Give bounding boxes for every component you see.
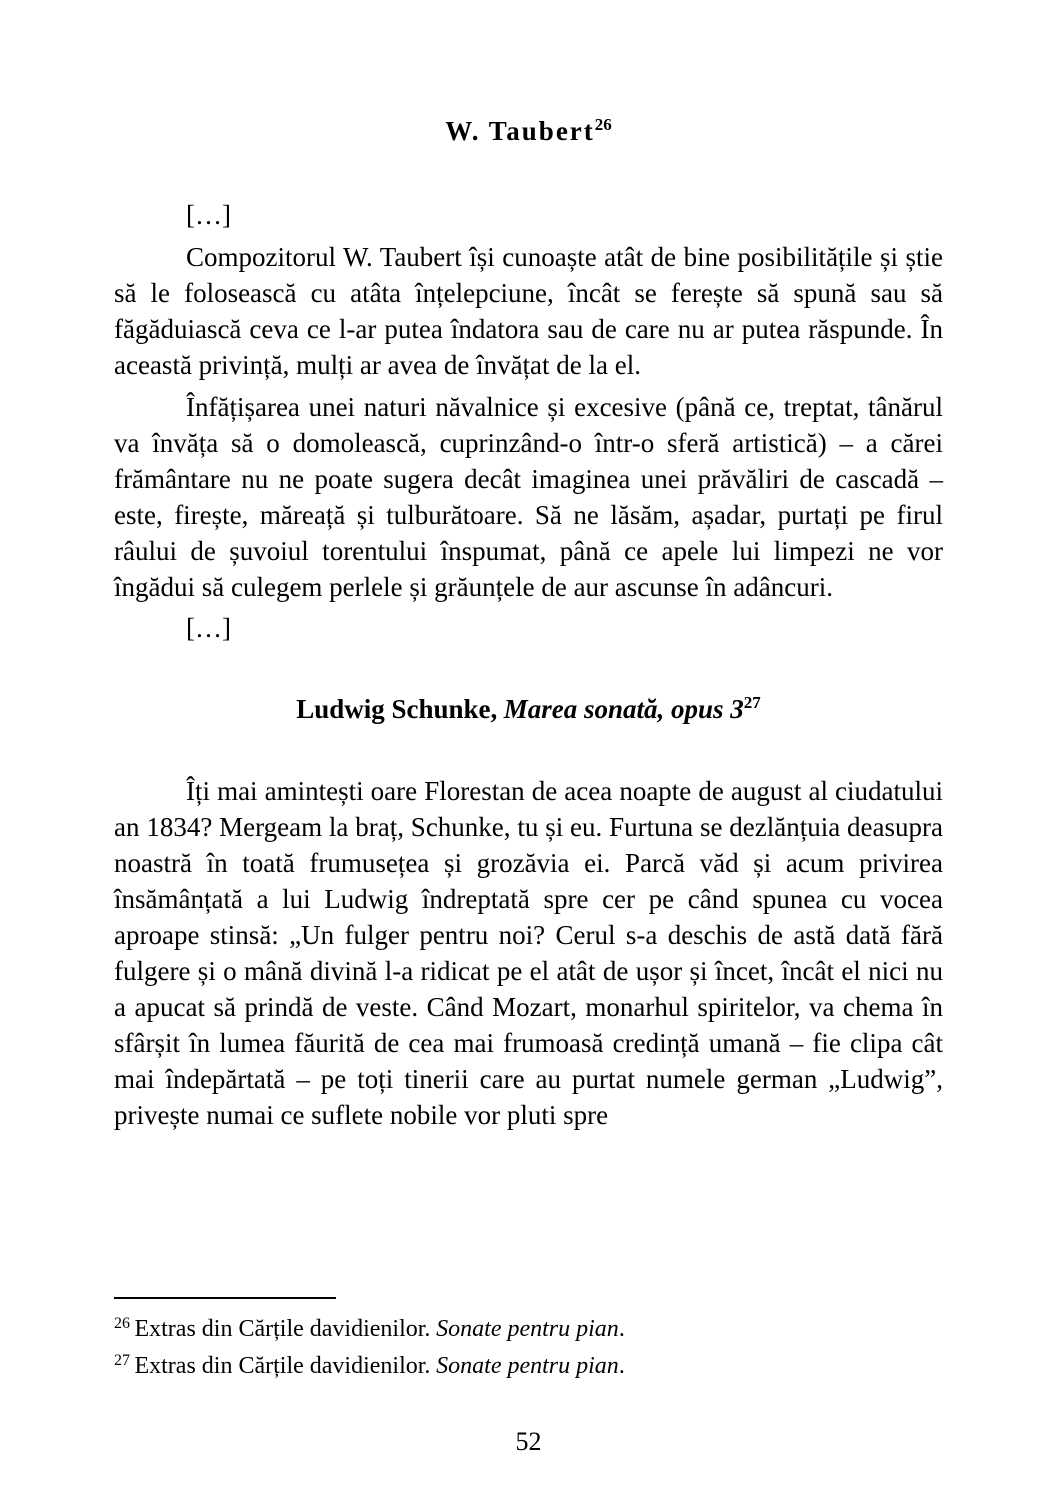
footnote-27-text: Extras din Cărțile davidienilor. xyxy=(134,1353,431,1379)
footnote-26-work: Sonate pentru pian xyxy=(436,1316,619,1342)
footnote-27 xyxy=(114,1348,943,1385)
text-block xyxy=(114,0,943,1133)
page-number: 52 xyxy=(515,1427,542,1456)
footnote-27-work: Sonate pentru pian xyxy=(436,1353,619,1379)
footnote-ref-27: 27 xyxy=(743,693,761,712)
footnote-26-text: Extras din Cărțile davidienilor. xyxy=(134,1316,431,1342)
footnote-26-marker: 26 xyxy=(114,1315,130,1332)
footnote-ref-26: 26 xyxy=(594,115,612,134)
footnote-27-marker: 27 xyxy=(114,1352,130,1369)
footnote-27-suffix: . xyxy=(618,1353,625,1379)
omission-marker-top: […] xyxy=(186,200,231,230)
paragraph-taubert-2: Înfățișarea unei naturi năvalnice și excesive (până ce, treptat, tânărul va învăța să o domolească, cuprinzând-o într-o sferă artistică) – a cărei frământare nu ne poate sugera decât imaginea unei prăvăliri de cascadă – este, firește, măreață și tulburătoare. Să ne lăsăm, așadar, purtați pe firul râului de șuvoiul torentului înspumat, până ce apele lui limpezi ne vor îngădui să culegem perlele și grăunțele de aur ascunse în adâncuri. xyxy=(114,392,943,602)
footnote-26 xyxy=(114,1311,943,1348)
paragraph-schunke-1: Îți mai amintești oare Florestan de acea noapte de august al ciudatului an 1834? Mergeam la braț, Schunke, tu și eu. Furtuna se dezlănțuia deasupra noastră în toată frumusețea și grozăvia ei. Parcă văd și acum privirea însămânțată a lui Ludwig îndreptată spre cer pe când spunea cu vocea aproape stinsă: „Un fulger pentru noi? Cerul s-a deschis de astă dată fără fulgere și o mână divină l-a ridicat pe el atât de ușor și încet, încât el nici nu a apucat să prindă de veste. Când Mozart, monarhul spiritelor, va chema în sfârșit în lumea făurită de cea mai frumoasă credință umană – fie clipa cât mai îndepărtată – pe toți tinerii care au purtat numele german „Ludwig”, privește numai ce suflete nobile vor pluti spre xyxy=(114,776,943,1130)
footnote-26-suffix: . xyxy=(618,1316,625,1342)
omission-marker-bottom: […] xyxy=(186,613,231,643)
section-heading-taubert-text: W. Taubert xyxy=(445,116,595,146)
footnote-separator-rule xyxy=(114,1297,336,1299)
section-heading-schunke-work: Marea sonată, opus 3 xyxy=(503,694,744,724)
paragraph-taubert-1: Compozitorul W. Taubert își cunoaște atât de bine posibilitățile și știe să le folosească cu atâta înțelepciune, încât se ferește să spună sau să făgăduiască ceva ce l-ar putea îndatora sau de care nu ar putea răspunde. În această privință, mulți ar avea de învățat de la el. xyxy=(114,242,943,380)
footnotes-section xyxy=(114,1297,943,1385)
section-heading-taubert xyxy=(114,113,943,149)
section-heading-schunke xyxy=(114,691,943,727)
section-heading-schunke-author: Ludwig Schunke, xyxy=(296,694,498,724)
